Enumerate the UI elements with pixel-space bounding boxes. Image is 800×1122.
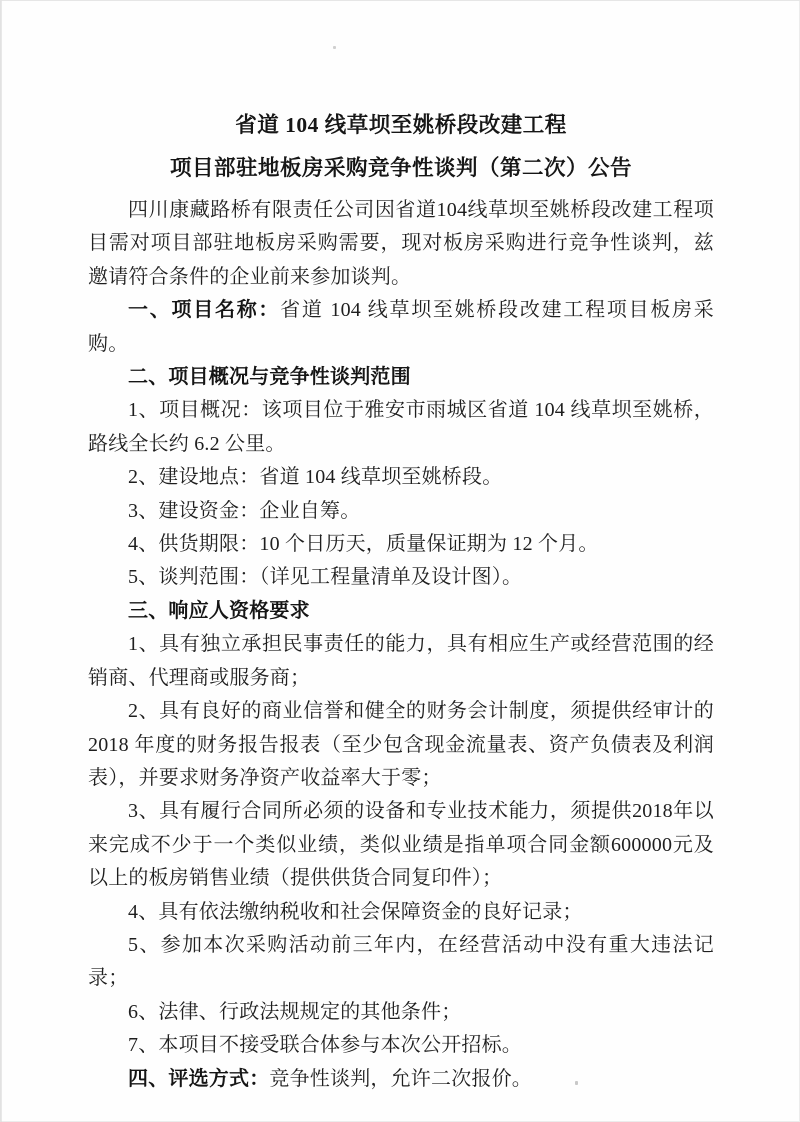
doc-title-line-1: 省道 104 线草坝至姚桥段改建工程 (235, 113, 567, 137)
paragraph-text: 3、具有履行合同所必须的设备和专业技术能力，须提供2018年以来完成不少于一个类似业绩，类似业绩是指单项合同金额600000元及以上的板房销售业绩（提供供货合同复印件）； (88, 800, 714, 890)
paragraph (88, 194, 714, 294)
paragraph (88, 996, 714, 1029)
document-body (88, 194, 714, 1096)
paragraph (88, 929, 714, 996)
paragraph (88, 561, 714, 594)
paragraph (88, 628, 714, 695)
scan-edge-artifact-top (0, 0, 800, 1)
paragraph-bold-label: 四、评选方式： (128, 1067, 270, 1090)
section-heading (88, 361, 714, 394)
paragraph-text: 1、项目概况：该项目位于雅安市雨城区省道 104 线草坝至姚桥，路线全长约 6.2 公里。 (88, 399, 714, 455)
document-content (88, 104, 714, 1096)
paragraph-text: 5、参加本次采购活动前三年内，在经营活动中没有重大违法记录； (88, 933, 714, 990)
paragraph (88, 1029, 714, 1062)
paragraph-text: 3、建设资金：企业自筹。 (128, 499, 361, 522)
paragraph (88, 1063, 714, 1096)
paragraph-text: 4、具有依法缴纳税收和社会保障资金的良好记录； (128, 900, 583, 923)
paragraph (88, 896, 714, 929)
paragraph (88, 461, 714, 494)
scan-edge-artifact-left (0, 0, 2, 1122)
scan-speck-top (333, 46, 336, 49)
paragraph (88, 695, 714, 795)
paragraph-text: 省道 104 线草坝至姚桥段改建工程项目板房采购。 (88, 299, 714, 355)
paragraph-text: 6、法律、行政法规规定的其他条件； (128, 1000, 462, 1023)
paragraph-text: 5、谈判范围：（详见工程量清单及设计图）。 (128, 566, 523, 589)
paragraph-text: 四川康藏路桥有限责任公司因省道104线草坝至姚桥段改建工程项目需对项目部驻地板房采购需要，现对板房采购进行竞争性谈判，兹邀请符合条件的企业前来参加谈判。 (88, 199, 714, 288)
paragraph-text: 2、建设地点：省道 104 线草坝至姚桥段。 (128, 466, 503, 489)
paragraph (88, 495, 714, 528)
paragraph (88, 528, 714, 561)
paragraph-text: 2、具有良好的商业信誉和健全的财务会计制度，须提供经审计的 2018 年度的财务报告报表（至少包含现金流量表、资产负债表及利润表），并要求财务净资产收益率大于零； (88, 700, 714, 789)
paragraph-text: 7、本项目不接受联合体参与本次公开招标。 (128, 1034, 522, 1057)
paragraph-text: 竞争性谈判，允许二次报价。 (269, 1067, 533, 1090)
paragraph (88, 795, 714, 895)
paragraph-text: 二、项目概况与竞争性谈判范围 (128, 366, 411, 389)
paragraph (88, 294, 714, 361)
paragraph-text: 三、响应人资格要求 (128, 599, 310, 622)
paragraph-text: 1、具有独立承担民事责任的能力，具有相应生产或经营范围的经销商、代理商或服务商； (88, 633, 714, 689)
paragraph (88, 394, 714, 461)
doc-title-line-2: 项目部驻地板房采购竞争性谈判（第二次）公告 (169, 156, 632, 180)
paragraph-text: 4、供货期限：10 个日历天，质量保证期为 12 个月。 (128, 533, 599, 556)
paragraph-bold-label: 一、项目名称： (128, 299, 281, 322)
section-heading (88, 595, 714, 628)
